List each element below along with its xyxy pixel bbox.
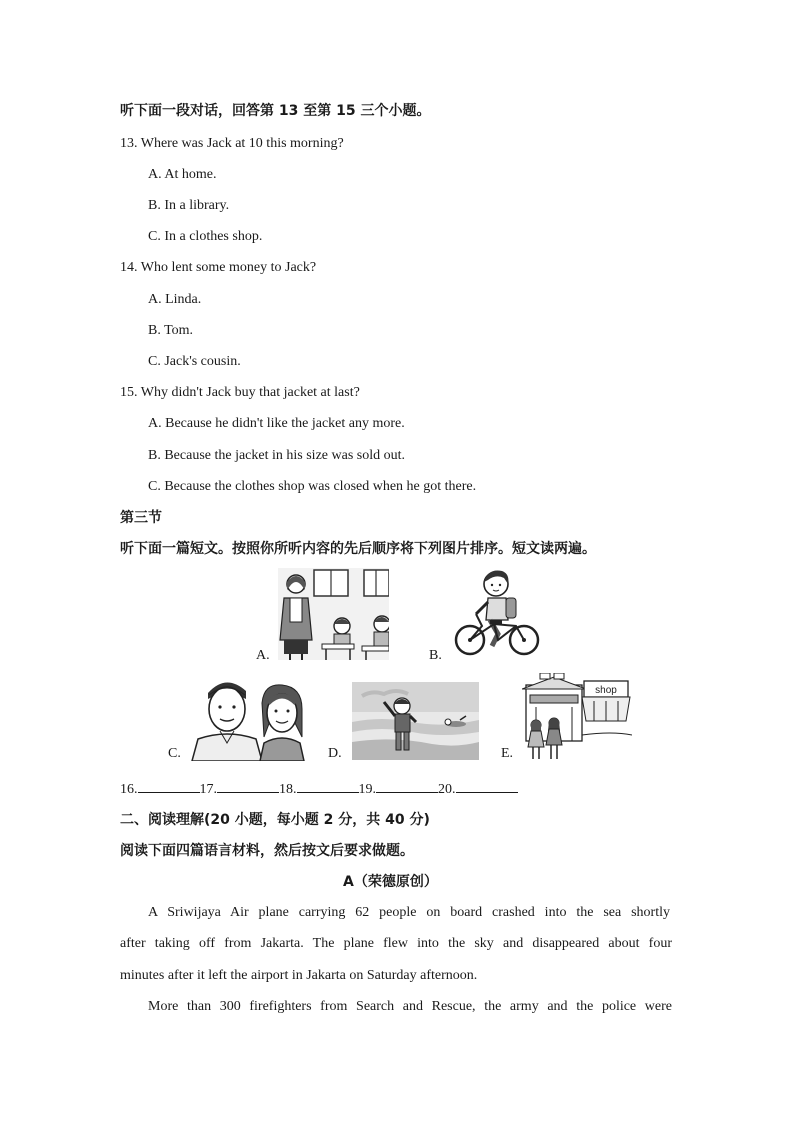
answer-18-blank[interactable] <box>297 778 359 793</box>
answer-20-blank[interactable] <box>456 778 518 793</box>
question-14-option-b: B. Tom. <box>148 323 194 338</box>
question-13-stem: 13. Where was Jack at 10 this morning? <box>120 136 344 151</box>
section-intro-13-15: 听下面一段对话，回答第 13 至第 15 三个小题。 <box>120 103 431 119</box>
answer-16-blank[interactable] <box>138 778 200 793</box>
question-15-option-a: A. Because he didn't like the jacket any more. <box>148 416 405 431</box>
question-13-option-a: A. At home. <box>148 167 217 182</box>
answer-blanks-row <box>120 778 518 799</box>
picture-a-classroom <box>278 568 389 660</box>
answer-19-blank[interactable] <box>376 778 438 793</box>
answer-17-number: 17. <box>199 782 217 797</box>
passage-a-line-1: A Sriwijaya Air plane carrying 62 people on board crashed into the sea shortly <box>148 905 670 920</box>
picture-a-label: A. <box>256 648 270 663</box>
part2-title: 二、阅读理解(20 小题，每小题 2 分，共 40 分) <box>120 812 430 828</box>
picture-c-man-and-woman <box>190 677 306 761</box>
picture-b-label: B. <box>429 648 442 663</box>
answer-20-number: 20. <box>438 782 456 797</box>
picture-b-boy-on-bike <box>452 568 540 660</box>
section3-title: 第三节 <box>120 510 162 526</box>
answer-19-number: 19. <box>358 782 376 797</box>
question-15-stem: 15. Why didn't Jack buy that jacket at last? <box>120 385 360 400</box>
picture-d-label: D. <box>328 746 342 761</box>
shop-sign-text: shop <box>595 685 617 696</box>
picture-e-girls-at-shop <box>522 673 632 763</box>
passage-a-title: A（荣德原创） <box>343 874 438 890</box>
passage-a-line-4: More than 300 firefighters from Search and Rescue, the army and the police were <box>148 999 672 1014</box>
picture-c-label: C. <box>168 746 181 761</box>
question-15-option-b: B. Because the jacket in his size was sold out. <box>148 448 405 463</box>
picture-e-label: E. <box>501 746 514 761</box>
question-15-option-c: C. Because the clothes shop was closed when he got there. <box>148 479 477 494</box>
part2-instruction: 阅读下面四篇语言材料，然后按文后要求做题。 <box>120 843 414 859</box>
question-14-stem: 14. Who lent some money to Jack? <box>120 260 317 275</box>
question-13-option-c: C. In a clothes shop. <box>148 229 263 244</box>
passage-a-line-2: after taking off from Jakarta. The plane flew into the sky and disappeared about four <box>120 936 672 951</box>
answer-18-number: 18. <box>279 782 297 797</box>
section3-instruction: 听下面一篇短文。按照你所听内容的先后顺序将下列图片排序。短文读两遍。 <box>120 541 596 557</box>
question-14-option-c: C. Jack's cousin. <box>148 354 241 369</box>
question-14-option-a: A. Linda. <box>148 292 202 307</box>
answer-16-number: 16. <box>120 782 138 797</box>
question-13-option-b: B. In a library. <box>148 198 230 213</box>
picture-d-boy-at-sea <box>352 682 479 760</box>
passage-a-line-3: minutes after it left the airport in Jakarta on Saturday afternoon. <box>120 968 478 983</box>
answer-17-blank[interactable] <box>217 778 279 793</box>
